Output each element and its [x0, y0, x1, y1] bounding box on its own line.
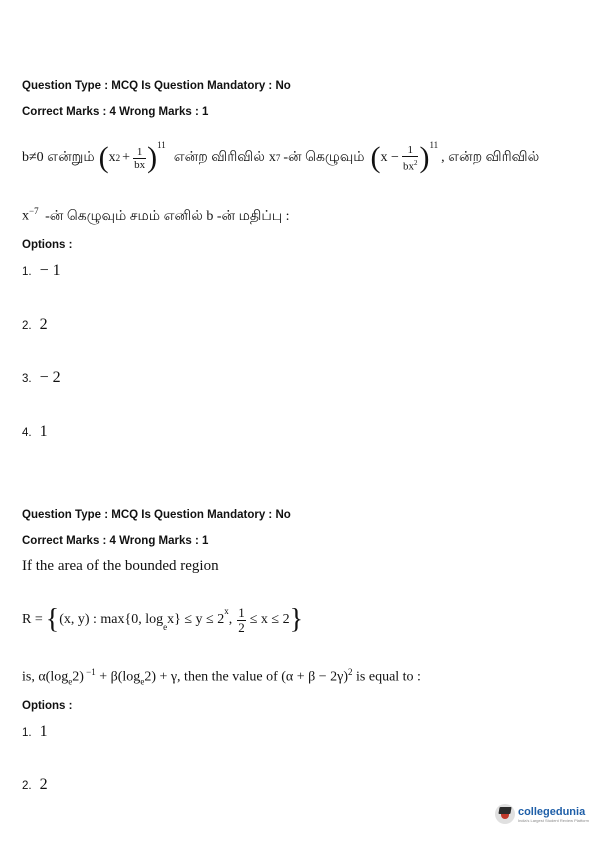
question-type-meta: Question Type : MCQ Is Question Mandatory : No: [22, 80, 291, 92]
x-minus: x −: [380, 150, 399, 165]
fraction-one-half: [237, 606, 246, 635]
fraction-1-over-bx: [133, 146, 146, 171]
log-base-e: e: [140, 676, 145, 687]
region-definition: [22, 598, 303, 642]
x-term: x: [268, 150, 276, 165]
option-number: 1.: [22, 727, 32, 739]
close-paren: ): [147, 141, 158, 174]
option-value: 1: [39, 423, 48, 440]
brand-name: collegedunia: [517, 805, 586, 818]
plus-sign: +: [122, 150, 131, 165]
q2-text-part: is, α(log: [22, 669, 69, 685]
exp-2: 2: [115, 153, 121, 163]
close-paren: ): [419, 141, 430, 174]
region-set-text: x} ≤ y ≤ 2: [167, 612, 225, 627]
option-item[interactable]: [22, 369, 61, 387]
x-term: x: [108, 150, 116, 165]
options-label: Options :: [22, 239, 73, 251]
q1-text-part: -ன் கெழுவும்: [283, 149, 365, 165]
question-text-line-1: If the area of the bounded region: [22, 558, 219, 574]
q1-text-part: என்ற விரிவில்: [173, 149, 265, 165]
option-item[interactable]: [22, 423, 48, 441]
region-set-text: ≤ x ≤ 2: [249, 612, 290, 627]
log-base-e: e: [163, 622, 168, 632]
frac-denominator: $bx^2$: [402, 158, 418, 173]
q2-text-part: is equal to :: [352, 669, 421, 685]
question-text-line-2: [22, 206, 290, 226]
option-number: 2.: [22, 780, 32, 792]
q1-text-part: -ன் கெழுவும் சமம் எனில் b -ன் மதிப்பு :: [45, 208, 290, 224]
option-value: 1: [39, 723, 48, 740]
option-value: − 2: [39, 369, 61, 386]
option-value: 2: [39, 316, 48, 333]
open-paren: (: [98, 141, 109, 174]
question-type-meta: Question Type : MCQ Is Question Mandatory : No: [22, 509, 291, 521]
marks-meta: Correct Marks : 4 Wrong Marks : 1: [22, 535, 209, 547]
open-brace: {: [45, 604, 60, 635]
log-base-e: e: [68, 676, 73, 687]
option-number: 3.: [22, 373, 32, 385]
brand-tagline: India's Largest Student Review Platform: [517, 817, 589, 823]
q1-text-part: , என்ற விரிவில்: [441, 149, 540, 165]
exp-x: x: [224, 606, 229, 616]
option-number: 2.: [22, 320, 32, 332]
region-lhs: R =: [22, 612, 43, 627]
collegedunia-logo: [495, 804, 589, 824]
options-label: Options :: [22, 700, 73, 712]
question-text-line-1: [22, 138, 539, 178]
frac-denominator: 2: [238, 619, 245, 635]
option-number: 4.: [22, 427, 32, 439]
exp-minus-7: −7: [29, 206, 39, 216]
option-item[interactable]: [22, 776, 48, 794]
marks-meta: Correct Marks : 4 Wrong Marks : 1: [22, 106, 209, 118]
q2-text-part: 2) + γ, then the value of (α + β − 2γ): [144, 669, 349, 685]
frac-numerator: 1: [238, 604, 245, 620]
logo-text: [518, 806, 589, 823]
frac-denominator: bx: [134, 158, 146, 171]
q2-text-part: 2): [72, 669, 84, 685]
graduation-cap-icon: [495, 804, 515, 824]
option-number: 1.: [22, 266, 32, 278]
close-brace: }: [289, 604, 304, 635]
q2-text-part: + β(log: [95, 669, 141, 685]
option-value: 2: [39, 776, 48, 793]
fraction-1-over-bx2: [402, 144, 419, 173]
q1-text-part: b≠0 என்றும்: [22, 149, 95, 165]
exp-minus-1: −1: [83, 667, 96, 677]
region-set-text: (x, y) : max{0, log: [59, 612, 164, 627]
option-item[interactable]: [22, 723, 48, 741]
open-paren: (: [370, 141, 381, 174]
exp-7: 7: [275, 153, 281, 163]
frac-numerator: 1: [402, 144, 419, 157]
question-text-line-3: [22, 667, 421, 686]
option-item[interactable]: [22, 316, 48, 334]
option-item[interactable]: [22, 262, 61, 280]
x-term: x: [22, 208, 29, 224]
frac-numerator: 1: [133, 146, 146, 159]
exp-2: 2: [348, 667, 353, 677]
option-value: − 1: [39, 262, 61, 279]
power-11: 11: [157, 140, 166, 150]
comma: ,: [228, 612, 233, 627]
power-11: 11: [429, 140, 439, 150]
